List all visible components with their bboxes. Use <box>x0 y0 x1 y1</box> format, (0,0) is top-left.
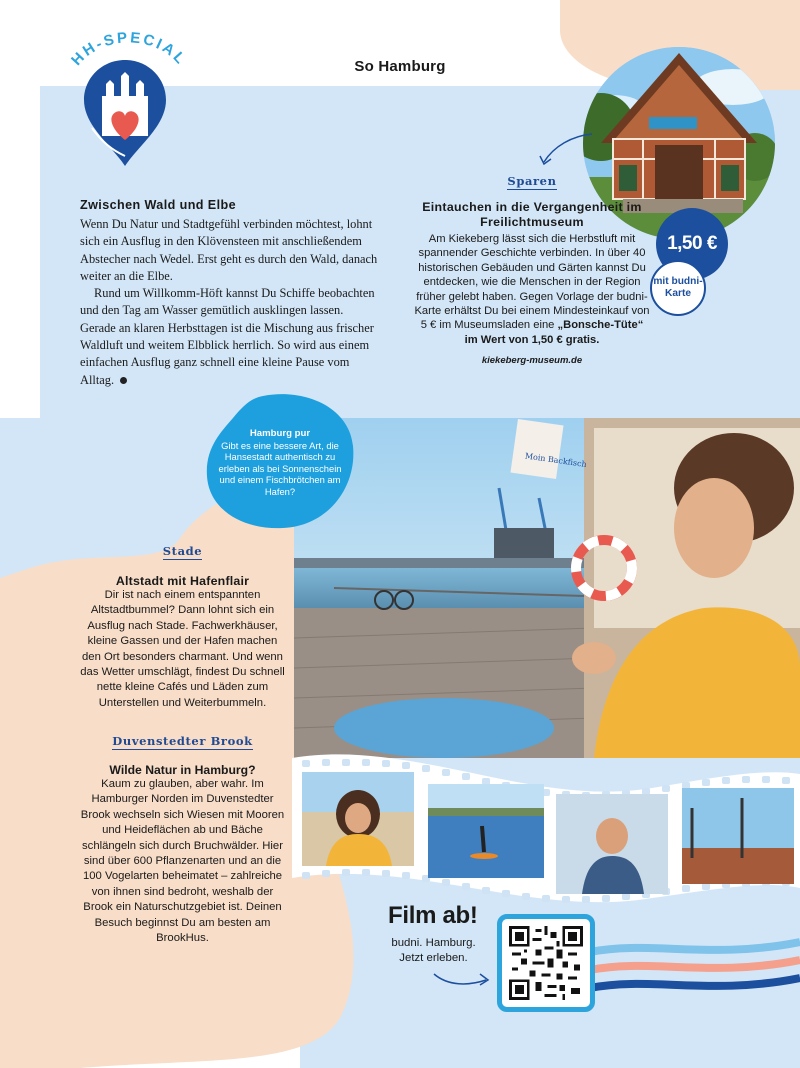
section-kicker: Duvenstedter Brook <box>112 734 253 748</box>
end-mark-icon <box>120 377 127 384</box>
article-highlight: „Bonsche-Tüte“ im Wert von 1,50 € gratis. <box>464 319 644 346</box>
svg-text:HH-SPECIAL: HH-SPECIAL <box>68 29 190 69</box>
article-stade <box>80 540 285 711</box>
article-body: Dir ist nach einem entspannten Altstadtbummel? Dann lohnt sich ein Ausflug nach Stade. Fachwerkhäuser, kleine Gassen und der Hafen machen den Ort besonders charmant. Und wenn das Wetter umschlägt, findest Du schnell nette kleine Cafés und Läden zum Unterstellen und Weiterbummeln. <box>80 589 285 709</box>
bubble-text <box>218 428 342 498</box>
article-paragraph-1: Wenn Du Natur und Stadtgefühl verbinden möchtest, lohnt sich ein Ausflug in den Klövensteen mit anschließendem Abstecher nach Wedel. Erst geht es durch den Wald, danach weiter an die Elbe. <box>80 217 378 283</box>
article-body: Kaum zu glauben, aber wahr. Im Hamburger Norden im Duvenstedter Brook wechseln sich Wiesen mit Mooren und Heideflächen ab und Bäche schlängeln sich durch Bruchwälder. Hier sind über 600 Pflanzenarten und an die 100 Vogelarten beheimatet – zahlreiche von ihnen sind bedroht, weshalb der Brook ein Naturschutzgebiet ist. Deinen Besuch beginnst Du am besten am BrookHus. <box>80 778 285 945</box>
film-subtitle: budni. Hamburg. Jetzt erleben. <box>391 937 476 964</box>
website-link[interactable]: kiekeberg-museum.de <box>481 355 583 367</box>
decorative-stripes <box>590 930 800 1010</box>
page-title: So Hamburg <box>354 58 446 75</box>
article-heading: Zwischen Wald und Elbe <box>80 198 236 212</box>
article-paragraph-2-text: Rund um Willkomm-Höft kannst Du Schiffe beobachten und den Tag am Wasser gemütlich ausklingen lassen. Gerade an klaren Herbsttagen ist die Mischung aus frischer Waldluft und weitem Elbblick herrlich. So wird aus einem einfachen Ausflug ganz schnell eine kleine Pause vom Alltag. <box>80 286 375 387</box>
harbor-photo <box>294 418 800 758</box>
section-kicker: Stade <box>162 544 203 558</box>
hamburg-heart-pin-icon <box>82 58 168 168</box>
article-paragraph-2 <box>80 285 380 389</box>
article-heading: Altstadt mit Hafenflair <box>115 574 250 588</box>
article-heading: Wilde Natur in Hamburg? <box>109 763 256 777</box>
article-freilichtmuseum <box>414 170 650 366</box>
bubble-body: Gibt es eine bessere Art, die Hansestadt authentisch zu erleben als bei Sonnenschein und einem Fischbrötchen am Hafen? <box>218 439 342 497</box>
arrow-icon <box>432 968 492 990</box>
article-heading: Eintauchen in die Vergangenheit im Freilichtmuseum <box>422 200 642 229</box>
article-zwischen-wald-und-elbe <box>80 198 380 389</box>
bubble-title: Hamburg pur <box>249 428 311 439</box>
filmstrip-photos <box>292 748 800 908</box>
arrow-icon <box>536 130 596 170</box>
budni-card-badge <box>650 260 706 316</box>
qr-code[interactable] <box>497 914 595 1012</box>
section-kicker: Sparen <box>507 174 557 188</box>
film-title: Film ab! <box>388 902 478 929</box>
price-badge: 1,50 € <box>656 208 728 280</box>
article-duvenstedter-brook <box>80 730 285 946</box>
svg-text:Moin Backfisch: Moin Backfisch <box>524 451 588 470</box>
article-body-text: Am Kiekeberg lässt sich die Herbstluft mit spannender Geschichte verbinden. In über 40 historischen Gebäuden und Gärten kannst Du entdecken, wie die Menschen in der Region früher gelebt haben. Gegen Vorlage der budni-Karte erhältst Du bei einem Mindesteinkauf von 5 € im Museumsladen eine <box>414 233 650 332</box>
budni-card-note: mit budni-Karte <box>653 276 703 299</box>
article-body <box>414 232 650 347</box>
